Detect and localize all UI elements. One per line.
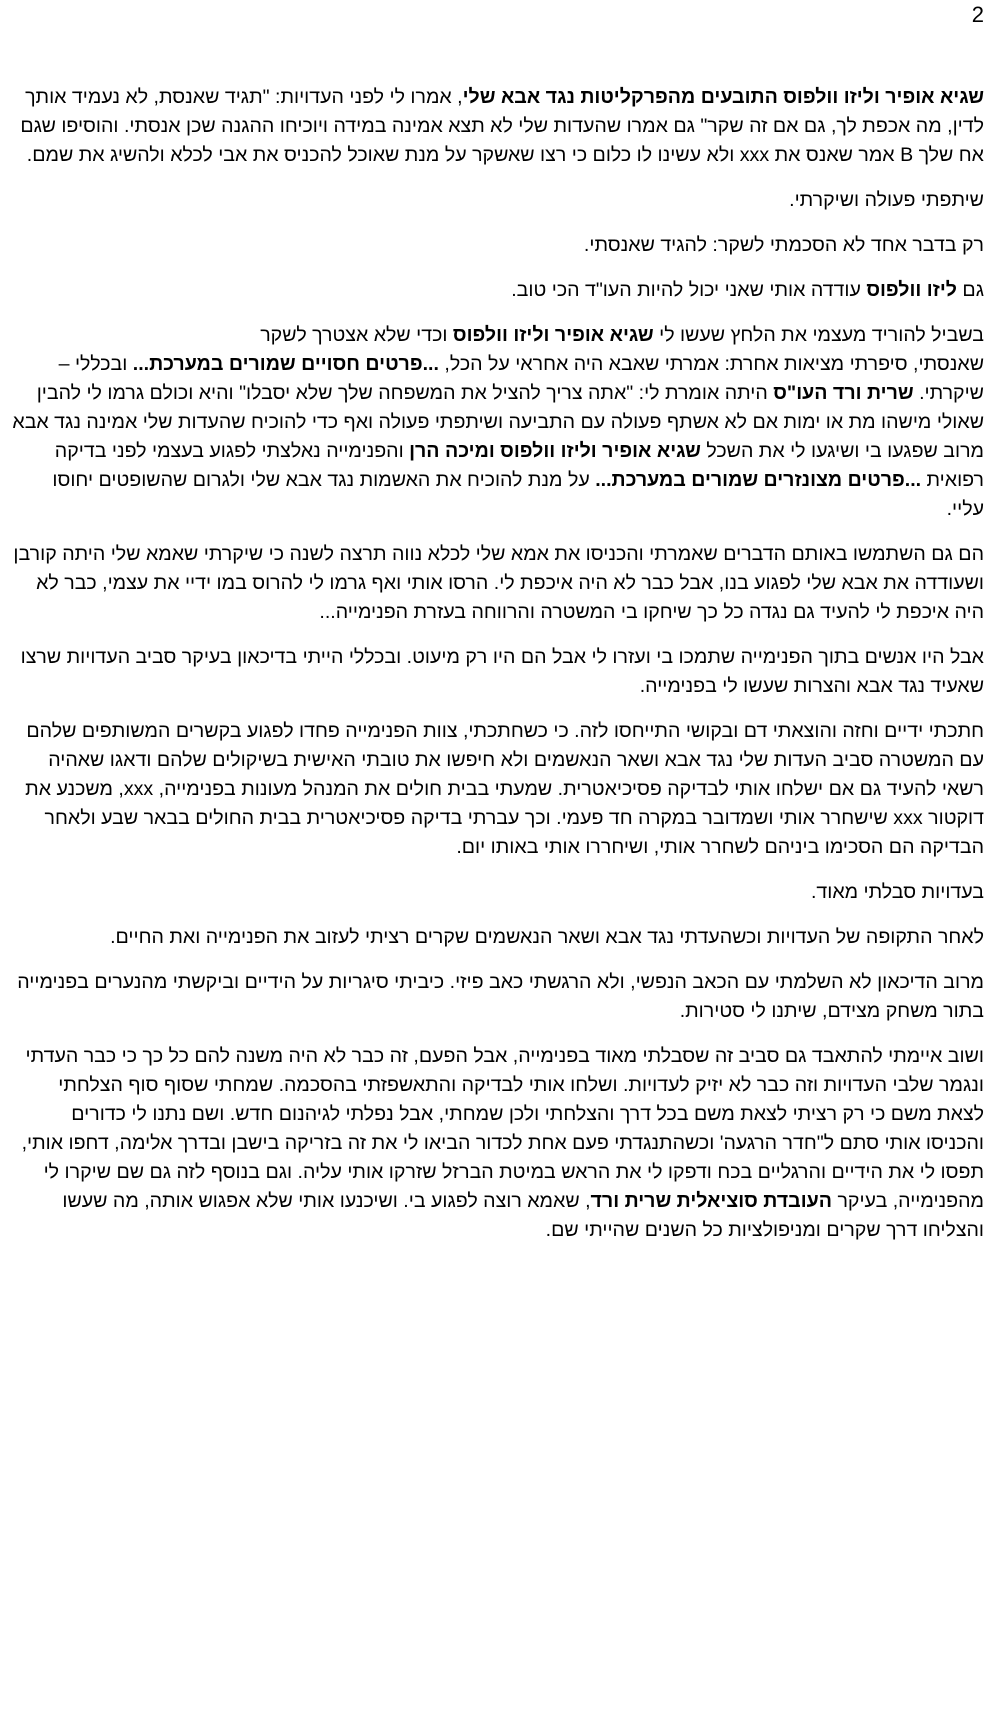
text-run: , אמרו לי לפני העדויות: "תגיד שאנסת, לא נעמיד אותך לדין, מה אכפת לך, גם אם זה שקר" גם אמרו שהעדות שלי לא תצא אמינה במידה ויוכיחו ההגנה שכן אנסתי. והוסיפו שגם אח שלך B אמר שאנס את xxx ולא עשינו לו כלום כי רצו שאשקר על מנת שאוכל להכניס את אבי לכלא ולהשיג את שמם. xyxy=(20,86,984,166)
bold-text: שגיא אופיר וליזו וולפוס התובעים מהפרקליטות נגד אבא שלי xyxy=(462,86,984,108)
bold-text: ליזו וולפוס xyxy=(866,279,957,301)
bold-text: שרית ורד העו"ס xyxy=(773,382,914,404)
text-run: חתכתי ידיים וחזה והוצאתי דם ובקושי התייחסו לזה. כי כשחתכתי, צוות הפנימייה פחדו לפגוע בקשרים המשותפים שלהם עם המשטרה סביב העדות שלי נגד אבא ושאר הנאשמים ולא חיפשו את טובתי האישית בשיקולים שלהם ודאגו שאהיה רשאי להעיד גם אם ישלחו אותי לבדיקה פסיכיאטרית. שמעתי בבית חולים את המנהל מעונות בפנימייה, xxx, משכנע את דוקטור xxx שישחרר אותי ושמדובר במקרה חד פעמי. וכך עברתי בדיקה פסיכיאטרית בבית החולים בבאר שבע ולאחר הבדיקה הם הסכימו ביניהם לשחרר אותי, ושיחררו אותי באותו יום. xyxy=(25,720,984,858)
text-run: על מנת להוכיח את האשמות נגד אבא שלי ולגרום שהשופטים יחוסו עליי. xyxy=(52,469,984,520)
text-run: והפנימייה נאלצתי לפגוע בעצמי לפני בדיקה רפואית xyxy=(54,440,984,491)
paragraph xyxy=(10,83,984,170)
paragraph xyxy=(10,968,984,1026)
text-run: בעדויות סבלתי מאוד. xyxy=(810,881,984,903)
paragraph xyxy=(10,643,984,701)
text-run: רק בדבר אחד לא הסכמתי לשקר: להגיד שאנסתי. xyxy=(583,234,984,256)
bold-text: ...פרטים מצונזרים שמורים במערכת... xyxy=(595,469,922,491)
text-run: וכדי שלא אצטרך לשקר xyxy=(260,324,453,346)
text-run: ושוב איימתי להתאבד גם סביב זה שסבלתי מאוד בפנימייה, אבל הפעם, זה כבר לא היה משנה להם כל כך כי כבר העדתי ונגמר שלבי העדויות וזה כבר לא יזיק לעדויות. ושלחו אותי לבדיקה והתאשפזתי בהסכמה. שמחתי שסוף סוף הצלחתי לצאת משם כי רק רציתי לצאת משם בכל דרך והצלחתי ולכן שמחתי, אבל נפלתי לגיהנום חדש. ושם נתנו לי כדורים והכניסו אותי סתם ל"חדר הרגעה' וכשהתנגדתי פעם אחת לכדור הביאו לי את זה בזריקה בישבן ובדרך אלימה, דחפו אותי, תפסו לי את הידיים והרגליים בכח ודפקו לי את הראש במיטת הברזל שזרקו אותי עליה. וגם בנוסף לזה גם שם שיקרו לי מהפנימייה, בעיקר xyxy=(21,1045,984,1212)
text-run: לאחר התקופה של העדויות וכשהעדתי נגד אבא ושאר הנאשמים שקרים רציתי לעזוב את הפנימייה ואת החיים. xyxy=(110,926,984,948)
paragraph xyxy=(10,923,984,952)
bold-text: שגיא אופיר וליזו וולפוס ומיכה הרן xyxy=(409,440,701,462)
text-run: , שאמא רוצה לפגוע בי. ושיכנעו אותי שלא אפגוש אותה, מה שעשו והצליחו דרך שקרים ומניפולציות כל השנים שהייתי שם. xyxy=(62,1190,984,1241)
text-run: שאנסתי, סיפרתי מציאות אחרת: אמרתי שאבא היה אחראי על הכל, xyxy=(438,353,984,375)
text-run: מרוב הדיכאון לא השלמתי עם הכאב הנפשי, ולא הרגשתי כאב פיזי. כיביתי סיגריות על הידיים וביקשתי מהנערים בפנימייה בתור משחק מצידם, שיתנו לי סטירות. xyxy=(17,971,984,1022)
paragraph xyxy=(10,1042,984,1245)
paragraph xyxy=(10,717,984,862)
bold-text: העובדת סוציאלית שרית ורד xyxy=(590,1190,832,1212)
bold-text: שגיא אופיר וליזו וולפוס xyxy=(452,324,654,346)
paragraph xyxy=(10,186,984,215)
paragraph xyxy=(10,321,984,350)
bold-text: ...פרטים חסויים שמורים במערכת... xyxy=(132,353,439,375)
paragraph xyxy=(10,350,984,524)
paragraph xyxy=(10,231,984,260)
paragraph xyxy=(10,276,984,305)
text-run: אבל היו אנשים בתוך הפנימייה שתמכו בי ועזרו לי אבל הם היו רק מיעוט. ובכללי הייתי בדיכאון בעיקר סביב העדויות שרצו שאעיד נגד אבא והצרות שעשו לי בפנימייה. xyxy=(20,646,984,697)
paragraph xyxy=(10,540,984,627)
text-run: בשביל להוריד מעצמי את הלחץ שעשו לי xyxy=(653,324,984,346)
document-body xyxy=(10,83,984,1261)
paragraph xyxy=(10,878,984,907)
text-run: שיתפתי פעולה ושיקרתי. xyxy=(789,189,984,211)
text-run: הם גם השתמשו באותם הדברים שאמרתי והכניסו את אמא שלי לכלא נווה תרצה לשנה כי שיקרתי שאמא שלי היתה קורבן ושעודדה את אבא שלי לפגוע בנו, אבל כבר לא היה איכפת לי. הרסו אותי ואף גרמו לי להרוס במו ידיי את עצמי, כבר לא היה איכפת לי להעיד גם נגדה כל כך שיחקו בי המשטרה והרווחה בעזרת הפנימייה... xyxy=(13,543,984,623)
text-run: ובכללי – שיקרתי. xyxy=(58,353,984,404)
page-number: 2 xyxy=(971,2,984,27)
text-run: גם xyxy=(956,279,984,301)
text-run: עודדה אותי שאני יכול להיות העו"ד הכי טוב. xyxy=(511,279,867,301)
text-run: היתה אומרת לי: "אתה צריך להציל את המשפחה שלך שלא יסבלו" והיא וכולם גרמו לי להבין שאולי מישהו מת או ימות אם לא אשתף פעולה עם התביעה ושיתפתי פעולה ואף כדי להוכיח שהעדות שלי אמינה נגד אבא מרוב שפגעו בי ושיגעו לי את השכל xyxy=(12,382,984,462)
